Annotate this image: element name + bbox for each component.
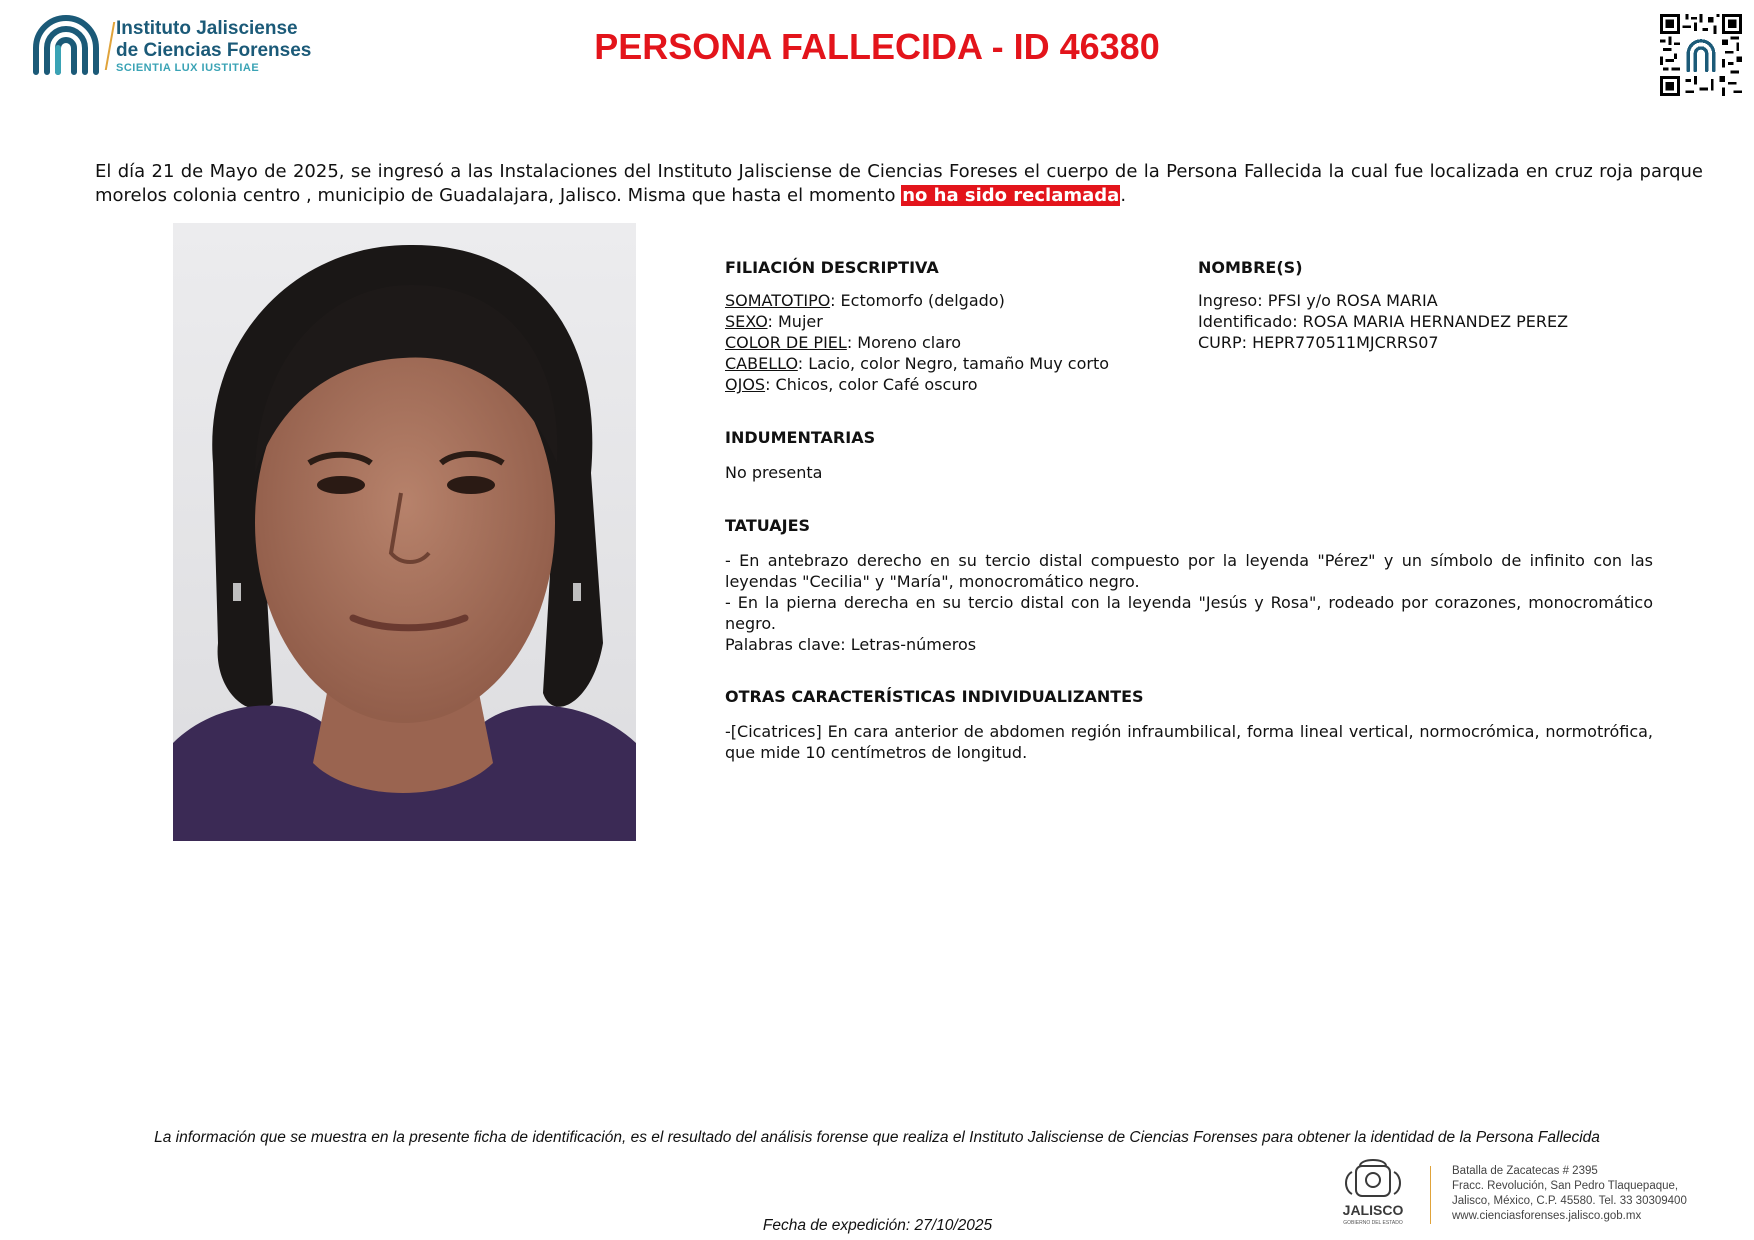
field-label: SOMATOTIPO bbox=[725, 291, 831, 310]
field-label: CABELLO bbox=[725, 354, 798, 373]
tatuajes-title: TATUAJES bbox=[725, 516, 811, 535]
filiacion-item-sexo bbox=[725, 311, 1185, 332]
deceased-photo bbox=[173, 223, 636, 841]
logo-name-line1: Instituto Jalisciense bbox=[116, 18, 298, 39]
tatuajes-keywords: Palabras clave: Letras-números bbox=[725, 635, 977, 654]
field-value: : Ectomorfo (delgado) bbox=[830, 291, 1005, 310]
filiacion-item-ojos bbox=[725, 374, 1185, 395]
indumentarias-text: No presenta bbox=[725, 463, 823, 482]
filiacion-title: FILIACIÓN DESCRIPTIVA bbox=[725, 258, 939, 277]
tatuaje-item: - En la pierna derecha en su tercio distal con la leyenda "Jesús y Rosa", rodeado por corazones, monocromático negro. bbox=[725, 593, 1653, 633]
field-value: : Moreno claro bbox=[846, 333, 962, 352]
filiacion-item-color-piel bbox=[725, 332, 1185, 353]
nombres-title: NOMBRE(S) bbox=[1198, 258, 1303, 277]
filiacion-list bbox=[725, 290, 1185, 395]
jalisco-name: JALISCO bbox=[1342, 1202, 1404, 1218]
field-value: : Chicos, color Café oscuro bbox=[765, 375, 978, 394]
fingerprint-logo-icon bbox=[28, 10, 108, 84]
unclaimed-highlight: no ha sido reclamada bbox=[902, 185, 1120, 206]
tatuajes-list bbox=[725, 550, 1653, 655]
document-title: PERSONA FALLECIDA - ID 46380 bbox=[594, 26, 1160, 67]
filiacion-item-somatotipo bbox=[725, 290, 1185, 311]
qr-code-icon[interactable] bbox=[1660, 14, 1742, 96]
nombre-identificado: Identificado: ROSA MARIA HERNANDEZ PEREZ bbox=[1198, 312, 1569, 331]
field-value: : Mujer bbox=[767, 312, 823, 331]
nombre-curp: CURP: HEPR770511MJCRRS07 bbox=[1198, 333, 1439, 352]
address-line: Jalisco, México, C.P. 45580. Tel. 33 30309400 bbox=[1452, 1195, 1687, 1207]
nombres-list bbox=[1198, 290, 1698, 353]
address-line: Batalla de Zacatecas # 2395 bbox=[1452, 1165, 1598, 1177]
intro-paragraph bbox=[95, 160, 1703, 208]
intro-text: El día 21 de Mayo de 2025, se ingresó a las Instalaciones del Instituto Jalisciense de Ciencias Foreses el cuerpo de la Persona Fallecida la cual fue localizada en cruz roja parque morelos colonia centro , municipio de Guadalajara, Jalisco. Misma que hasta el momento bbox=[95, 161, 1703, 206]
jalisco-crest-icon bbox=[1330, 1156, 1416, 1202]
institute-address bbox=[1452, 1164, 1747, 1224]
address-line: Fracc. Revolución, San Pedro Tlaquepaque, bbox=[1452, 1180, 1679, 1192]
logo-motto: SCIENTIA LUX IUSTITIAE bbox=[116, 62, 260, 74]
field-label: SEXO bbox=[725, 312, 768, 331]
footer-disclaimer: La información que se muestra en la presente ficha de identificación, es el resultado del análisis forense que realiza el Instituto Jalisciense de Ciencias Forenses para obtener la identidad de la Persona Fallecida bbox=[154, 1129, 1600, 1146]
otras-text: -[Cicatrices] En cara anterior de abdomen región infraumbilical, forma lineal vertical, normocrómica, normotrófica, que mide 10 centímetros de longitud. bbox=[725, 722, 1653, 762]
nombre-ingreso: Ingreso: PFSI y/o ROSA MARIA bbox=[1198, 291, 1438, 310]
footer-divider bbox=[1430, 1166, 1431, 1224]
intro-end: . bbox=[1120, 185, 1127, 206]
filiacion-item-cabello bbox=[725, 353, 1185, 374]
otras-title: OTRAS CARACTERÍSTICAS INDIVIDUALIZANTES bbox=[725, 687, 1144, 706]
field-label: OJOS bbox=[725, 375, 766, 394]
indumentarias-title: INDUMENTARIAS bbox=[725, 428, 876, 447]
issue-date: Fecha de expedición: 27/10/2025 bbox=[762, 1217, 993, 1234]
website-link[interactable]: www.cienciasforenses.jalisco.gob.mx bbox=[1452, 1210, 1642, 1222]
jalisco-sub: GOBIERNO DEL ESTADO bbox=[1343, 1220, 1403, 1226]
field-value: : Lacio, color Negro, tamaño Muy corto bbox=[797, 354, 1110, 373]
logo-name-line2: de Ciencias Forenses bbox=[116, 40, 312, 61]
jalisco-logo bbox=[1330, 1156, 1416, 1230]
field-label: COLOR DE PIEL bbox=[725, 333, 847, 352]
tatuaje-item: - En antebrazo derecho en su tercio distal compuesto por la leyenda "Pérez" y un símbolo de infinito con las leyendas "Cecilia" y "María", monocromático negro. bbox=[725, 551, 1653, 591]
